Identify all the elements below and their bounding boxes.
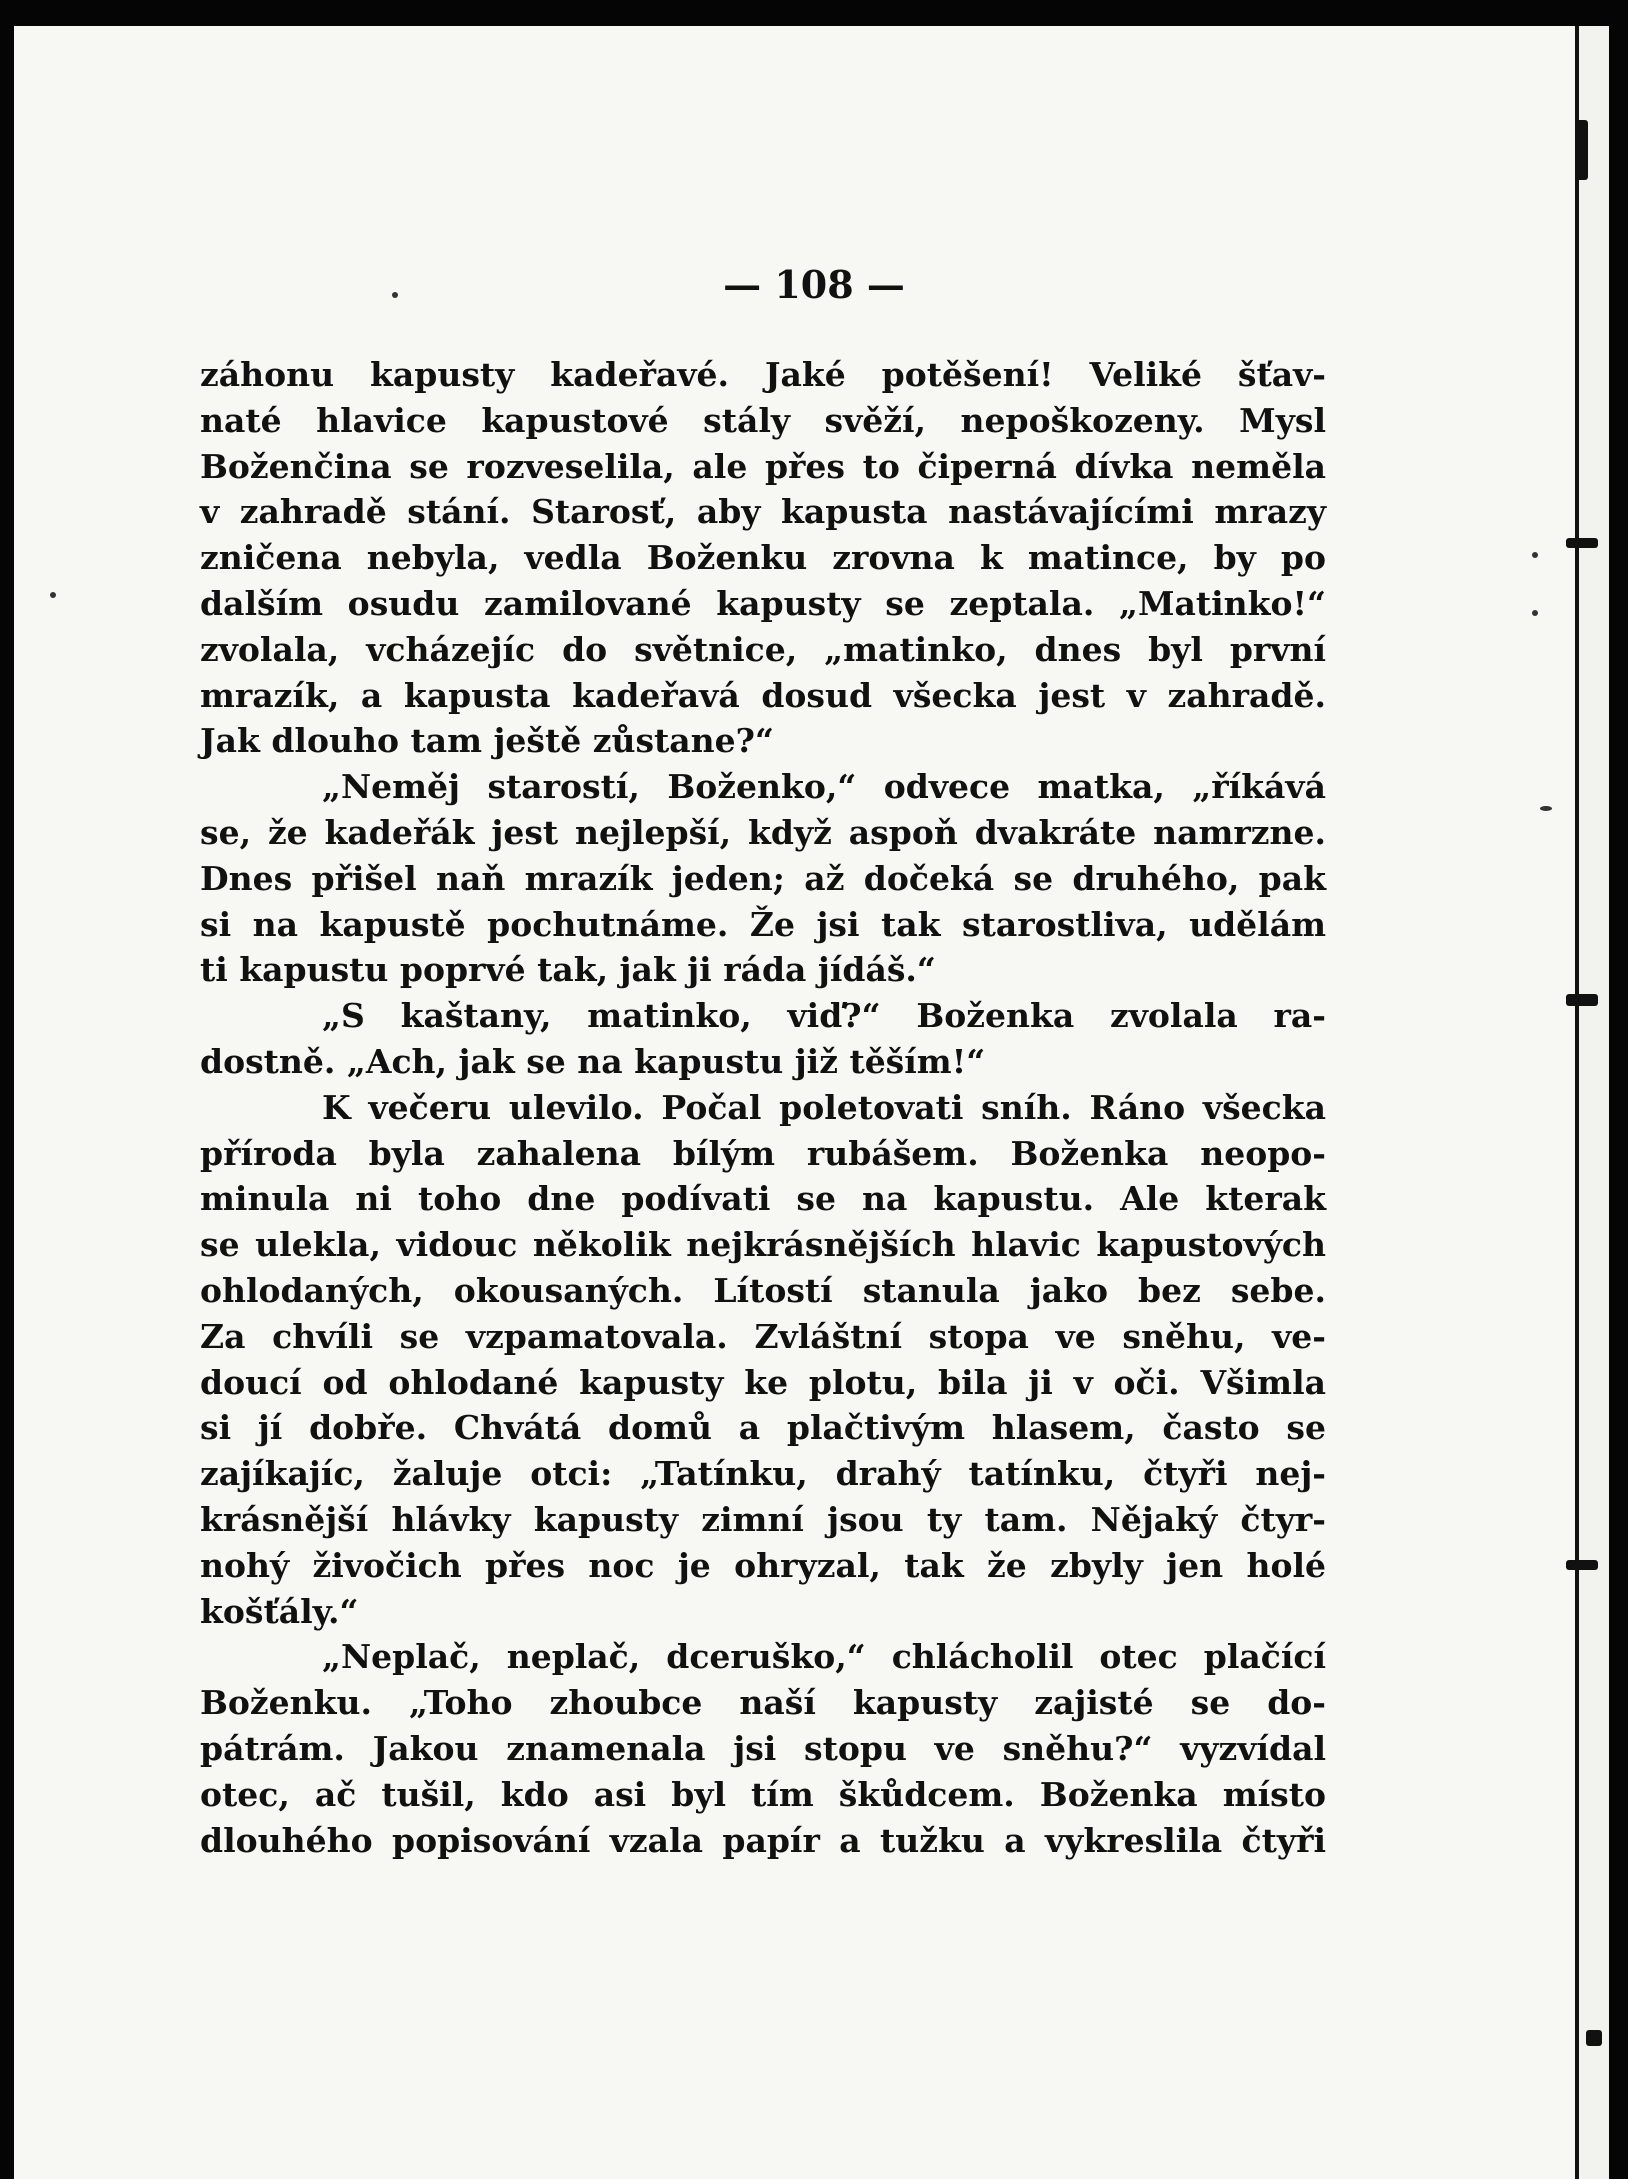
text-line: příroda byla zahalena bílým rubášem. Boženka neopo- [200, 1133, 1326, 1173]
text-line: ti kapustu poprvé tak, jak ji ráda jídáš.“ [200, 950, 936, 990]
edge-mark [1566, 538, 1598, 548]
speck [50, 592, 56, 598]
text-line: zajíkajíc, žaluje otci: „Tatínku, drahý tatínku, čtyři nej- [200, 1454, 1326, 1494]
text-line: zničena nebyla, vedla Boženku zrovna k matince, by po [200, 538, 1326, 578]
text-line: si jí dobře. Chvátá domů a plačtivým hlasem, často se [200, 1408, 1326, 1448]
text-line: dlouhého popisování vzala papír a tužku a vykreslila čtyři [200, 1820, 1326, 1860]
text-line: „Neměj starostí, Boženko,“ odvece matka, „říkává [322, 767, 1326, 807]
edge-mark [1566, 994, 1598, 1006]
text-line: zvolala, vcházejíc do světnice, „matinko, dnes byl první [200, 629, 1326, 669]
text-line: dostně. „Ach, jak se na kapustu již těším!“ [200, 1041, 986, 1081]
text-line: se, že kadeřák jest nejlepší, když aspoň dvakráte namrzne. [200, 812, 1326, 852]
text-line: „S kaštany, matinko, viď?“ Boženka zvolala ra- [322, 996, 1326, 1036]
edge-mark [1576, 120, 1588, 180]
text-line: nohý živočich přes noc je ohryzal, tak že zbyly jen holé [200, 1545, 1326, 1585]
text-line: Za chvíli se vzpamatovala. Zvláštní stopa ve sněhu, ve- [200, 1316, 1326, 1356]
text-line: v zahradě stání. Starosť, aby kapusta nastávajícími mrazy [200, 492, 1326, 532]
text-line: Jak dlouho tam ještě zůstane?“ [200, 721, 774, 761]
text-line: ohlodaných, okousaných. Lítostí stanula jako bez sebe. [200, 1270, 1326, 1310]
text-line: záhonu kapusty kadeřavé. Jaké potěšení! Veliké šťav- [200, 355, 1326, 394]
adjacent-page-strip [1579, 26, 1609, 2179]
text-line: dalším osudu zamilované kapusty se zeptala. „Matinko!“ [200, 583, 1326, 623]
text-line: krásnější hlávky kapusty zimní jsou ty tam. Nějaký čtyr- [200, 1499, 1326, 1539]
edge-mark [1586, 2030, 1602, 2046]
text-line: naté hlavice kapustové stály svěží, nepoškozeny. Mysl [200, 400, 1326, 440]
text-line: pátrám. Jakou znamenala jsi stopu ve sněhu?“ vyzvídal [200, 1728, 1326, 1768]
text-line: doucí od ohlodané kapusty ke plotu, bila ji v oči. Všimla [200, 1362, 1326, 1402]
body-text [200, 352, 1326, 1863]
text-line: košťály.“ [200, 1591, 359, 1631]
speck [1532, 552, 1538, 558]
text-line: „Neplač, neplač, dceruško,“ chlácholil otec plačící [322, 1637, 1326, 1677]
text-line: minula ni toho dne podívati se na kapustu. Ale kterak [200, 1179, 1326, 1219]
text-line: si na kapustě pochutnáme. Že jsi tak starostliva, udělám [200, 904, 1326, 944]
text-line: se ulekla, vidouc několik nejkrásnějších hlavic kapustových [200, 1225, 1326, 1265]
text-line: mrazík, a kapusta kadeřavá dosud všecka jest v zahradě. [200, 675, 1326, 715]
text-line: Dnes přišel naň mrazík jeden; až dočeká se druhého, pak [200, 858, 1326, 898]
speck [1532, 610, 1538, 616]
text-line: otec, ač tušil, kdo asi byl tím škůdcem. Boženka místo [200, 1774, 1326, 1814]
text-line: Boženku. „Toho zhoubce naší kapusty zajisté se do- [200, 1683, 1326, 1723]
text-line: Boženčina se rozveselila, ale přes to čiperná dívka neměla [200, 446, 1326, 486]
text-line: K večeru ulevilo. Počal poletovati sníh. Ráno všecka [322, 1087, 1326, 1127]
speck [1540, 806, 1552, 811]
edge-mark [1566, 1560, 1598, 1570]
page-number: — 108 — [723, 262, 905, 307]
